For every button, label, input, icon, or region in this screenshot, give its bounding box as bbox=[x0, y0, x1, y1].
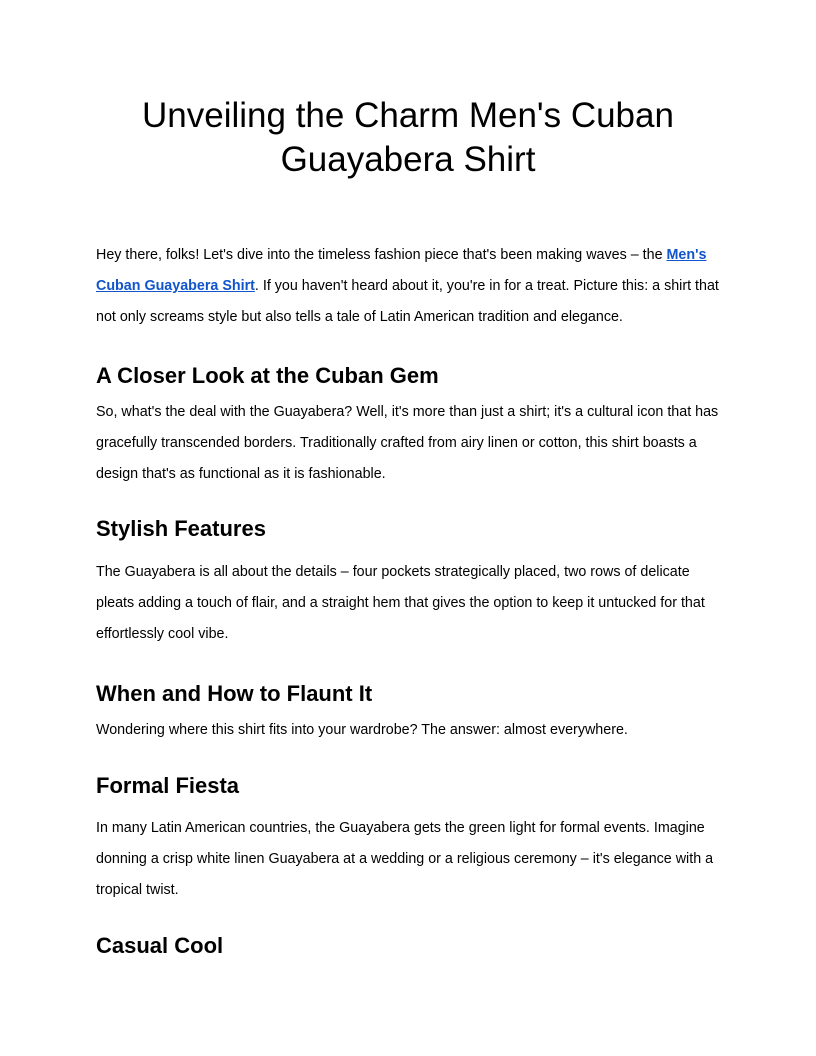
section-body-stylish-features: The Guayabera is all about the details – four pockets strategically placed, two rows of delicate pleats adding a touch of flair, and a straight hem that gives the option to keep it untucked for that effortlessly cool vibe. bbox=[96, 564, 705, 642]
intro-paragraph bbox=[96, 240, 722, 333]
section-heading-stylish-features: Stylish Features bbox=[96, 516, 266, 541]
section-heading-closer-look: A Closer Look at the Cuban Gem bbox=[96, 363, 439, 388]
intro-text-before-link: Hey there, folks! Let's dive into the timeless fashion piece that's been making waves – the bbox=[96, 247, 667, 263]
section-heading-casual-cool: Casual Cool bbox=[96, 933, 224, 958]
section-body-formal-fiesta: In many Latin American countries, the Guayabera gets the green light for formal events. Imagine donning a crisp white linen Guayabera at a wedding or a religious ceremony – it's elegance with a tropical twist. bbox=[96, 820, 714, 898]
section-body-when-how: Wondering where this shirt fits into your wardrobe? The answer: almost everywhere. bbox=[96, 722, 628, 738]
section-body-closer-look: So, what's the deal with the Guayabera? Well, it's more than just a shirt; it's a cultural icon that has gracefully transcended borders. Traditionally crafted from airy linen or cotton, this shirt boasts a design that's as functional as it is fashionable. bbox=[96, 404, 719, 482]
intro-text-after-link: . If you haven't heard about it, you're in for a treat. Picture this: a shirt that not only screams style but also tells a tale of Latin American tradition and elegance. bbox=[96, 278, 719, 325]
document-title: Unveiling the Charm Men's Cuban Guayabera Shirt bbox=[142, 96, 674, 179]
section-heading-when-how: When and How to Flaunt It bbox=[96, 681, 373, 706]
guayabera-shirt-link[interactable]: Men's Cuban Guayabera Shirt bbox=[96, 247, 707, 294]
section-heading-formal-fiesta: Formal Fiesta bbox=[96, 773, 240, 798]
